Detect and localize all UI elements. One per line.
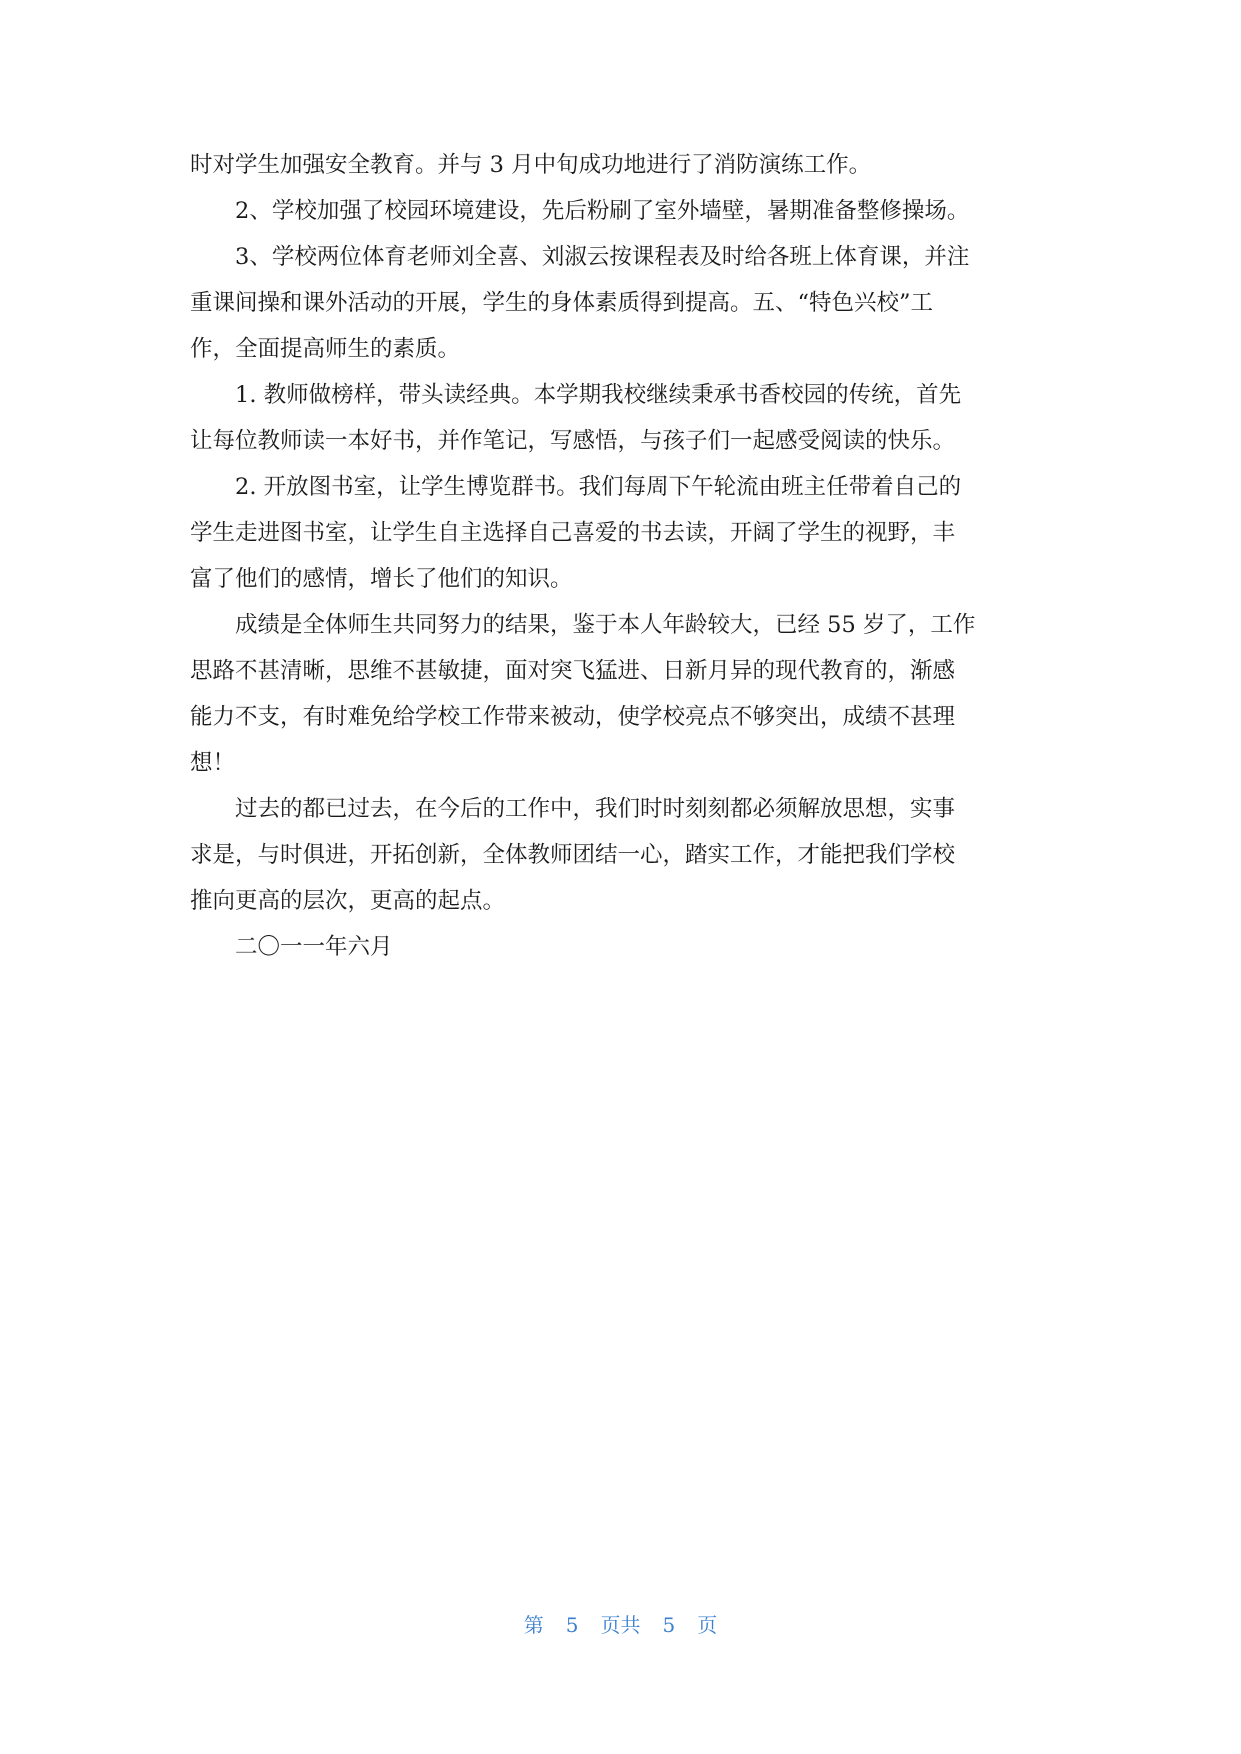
footer-middle: 页共 — [600, 1613, 641, 1637]
text-line: 2、学校加强了校园环境建设，先后粉刷了室外墙壁，暑期准备整修操场。 — [235, 198, 970, 224]
text-line: 学生走进图书室，让学生自主选择自己喜爱的书去读，开阔了学生的视野，丰 — [190, 520, 956, 546]
text-line: 让每位教师读一本好书，并作笔记，写感悟，与孩子们一起感受阅读的快乐。 — [190, 428, 956, 454]
text-line: 重课间操和课外活动的开展，学生的身体素质得到提高。五、“特色兴校”工 — [190, 290, 934, 316]
text-line: 作，全面提高师生的素质。 — [190, 336, 461, 362]
text-line: 1. 教师做榜样，带头读经典。本学期我校继续秉承书香校园的传统，首先 — [235, 382, 962, 408]
page-footer — [0, 1612, 1241, 1638]
text-line: 能力不支，有时难免给学校工作带来被动，使学校亮点不够突出，成绩不甚理 — [190, 704, 956, 730]
text-line: 2. 开放图书室，让学生博览群书。我们每周下午轮流由班主任带着自己的 — [235, 474, 962, 500]
text-line: 富了他们的感情，增长了他们的知识。 — [190, 566, 573, 592]
text-line: 思路不甚清晰，思维不甚敏捷，面对突飞猛进、日新月异的现代教育的，渐感 — [190, 658, 956, 684]
text-line: 推向更高的层次，更高的起点。 — [190, 888, 506, 914]
footer-current-page: 5 — [565, 1613, 579, 1637]
text-line: 求是，与时俱进，开拓创新，全体教师团结一心，踏实工作，才能把我们学校 — [190, 842, 956, 868]
text-line: 时对学生加强安全教育。并与 3 月中旬成功地进行了消防演练工作。 — [190, 152, 872, 178]
text-line: 3、学校两位体育老师刘全喜、刘淑云按课程表及时给各班上体育课，并注 — [235, 244, 970, 270]
footer-suffix: 页 — [697, 1613, 718, 1637]
date-line: 二〇一一年六月 — [235, 934, 393, 960]
text-line: 想！ — [190, 750, 236, 776]
footer-prefix: 第 — [523, 1613, 544, 1637]
text-line: 过去的都已过去，在今后的工作中，我们时时刻刻都必须解放思想，实事 — [235, 796, 956, 822]
text-line: 成绩是全体师生共同努力的结果，鉴于本人年龄较大，已经 55 岁了，工作 — [235, 612, 976, 638]
footer-total-pages: 5 — [662, 1613, 676, 1637]
